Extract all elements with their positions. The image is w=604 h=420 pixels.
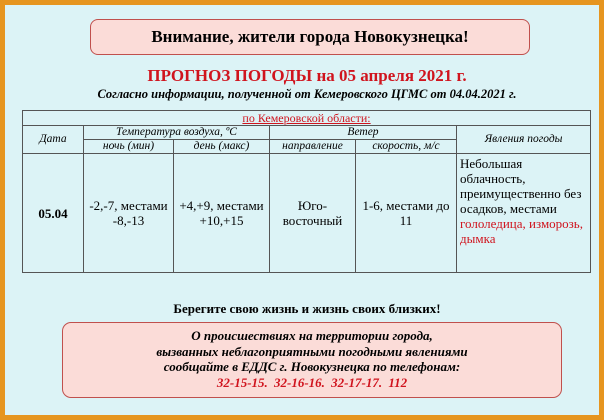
- banner-heading: Внимание, жители города Новокузнецка!: [90, 19, 530, 55]
- cell-wind-direction: Юго-восточный: [270, 154, 356, 273]
- cell-day-temp: +4,+9, местами +10,+15: [174, 154, 270, 273]
- cell-date: 05.04: [23, 154, 84, 273]
- phenomena-highlight: гололедица, изморозь, дымка: [460, 216, 583, 246]
- info-line-1: О происшествиях на территории города,: [191, 328, 433, 343]
- forecast-title: ПРОГНОЗ ПОГОДЫ на 05 апреля 2021 г.: [147, 66, 467, 85]
- header-temperature: Температура воздуха, ºС: [84, 126, 270, 140]
- forecast-subtitle: Согласно информации, полученной от Кемеровского ЦГМС от 04.04.2021 г.: [97, 87, 517, 101]
- info-line-2: вызванных неблагоприятными погодными явлениями: [156, 343, 468, 359]
- table-row: [23, 154, 591, 273]
- warning-text: Берегите свою жизнь и жизнь своих близких!: [173, 301, 441, 316]
- phenomena-text: Небольшая облачность, преимущественно без осадков, местами: [460, 156, 582, 216]
- header-wind: Ветер: [270, 126, 457, 140]
- header-row: [23, 126, 591, 140]
- cell-phenomena: [457, 154, 591, 273]
- region-row: [23, 111, 591, 126]
- cell-night-temp: -2,-7, местами -8,-13: [84, 154, 174, 273]
- info-line-3: сообщайте в ЕДДС г. Новокузнецка по телефонам:: [163, 359, 461, 374]
- region-label-text: по Кемеровской области:: [242, 110, 371, 125]
- forecast-table: [22, 110, 591, 273]
- header-day: день (макс): [174, 140, 270, 154]
- header-night: ночь (мин): [84, 140, 174, 154]
- emergency-info-box: [62, 322, 562, 398]
- phone-numbers: 32-15-15. 32-16-16. 32-17-17. 112: [216, 374, 408, 390]
- cell-wind-speed: 1-6, местами до 11: [356, 154, 457, 273]
- header-direction: направление: [270, 140, 356, 154]
- header-date: Дата: [23, 126, 84, 154]
- header-speed: скорость, м/с: [356, 140, 457, 154]
- header-phenomena: Явления погоды: [457, 126, 591, 154]
